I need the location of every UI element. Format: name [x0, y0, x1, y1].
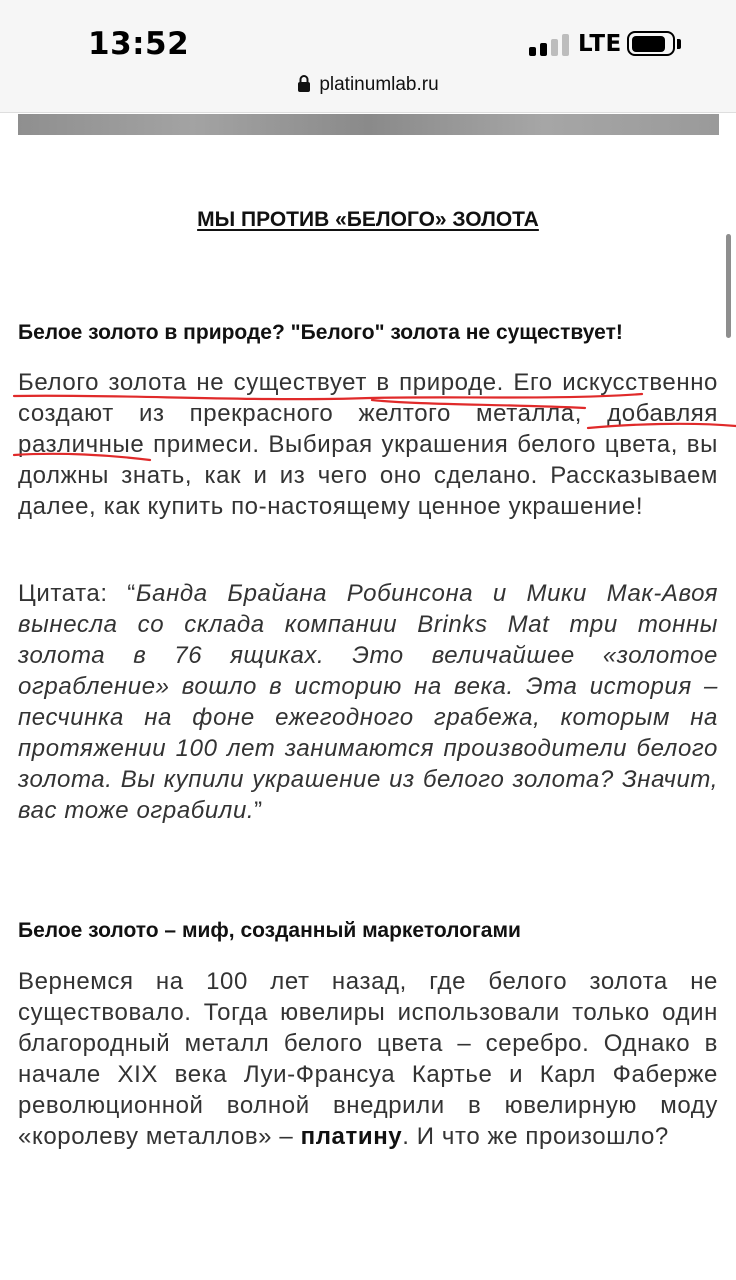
- article-title: МЫ ПРОТИВ «БЕЛОГО» ЗОЛОТА: [197, 208, 539, 231]
- quote-text: Банда Брайана Робинсона и Мики Мак-Авоя вынесла со склада компании Brinks Mat три тонны золота в 76 ящиках. Это величайшее «золотое ограбление» вошло в историю на века. Эта история – песчинка на фоне ежегодного грабежа, которым на протяжении 100 лет занимаются производители белого золота. Вы купили украшение из белого золота? Значит, вас тоже ограбили.: [18, 580, 718, 824]
- browser-top-bar: [0, 0, 736, 113]
- paragraph-text-start: Вернемся на 100 лет назад, где белого золота не существовало. Тогда ювелиры использовали только один благородный металл белого цвета – серебро. Однако в начале XIX века Луи-Франсуа Картье и Карл Фаберже революционной волной внедрили в ювелирную моду «королеву металлов» –: [18, 968, 718, 1150]
- url-text: platinumlab.ru: [319, 74, 439, 95]
- quote-suffix: ”: [254, 797, 263, 824]
- section-heading-2: Белое золото – миф, созданный маркетологами: [18, 919, 521, 942]
- section-paragraph-2: [18, 966, 718, 1152]
- status-time: 13:52: [88, 26, 190, 62]
- platinum-bold-link: платину: [300, 1123, 403, 1150]
- lock-icon: [297, 74, 311, 92]
- section-heading-1: Белое золото в природе? "Белого" золота не существует!: [18, 321, 623, 344]
- battery-icon: [627, 31, 675, 56]
- quote-prefix: Цитата: “: [18, 580, 136, 607]
- header-image: [18, 114, 719, 135]
- address-bar[interactable]: [0, 74, 736, 96]
- paragraph-text-end: . И что же произошло?: [402, 1123, 669, 1150]
- network-type: LTE: [578, 31, 622, 57]
- battery-tip-icon: [677, 39, 681, 49]
- cellular-signal-icon: [529, 34, 571, 56]
- section-paragraph-1: Белого золота не существует в природе. Его искусственно создают из прекрасного желтого металла, добавляя различные примеси. Выбирая украшения белого цвета, вы должны знать, как и из чего оно сделано. Рассказываем далее, как купить по-настоящему ценное украшение!: [18, 369, 718, 520]
- quote-paragraph: [18, 578, 718, 826]
